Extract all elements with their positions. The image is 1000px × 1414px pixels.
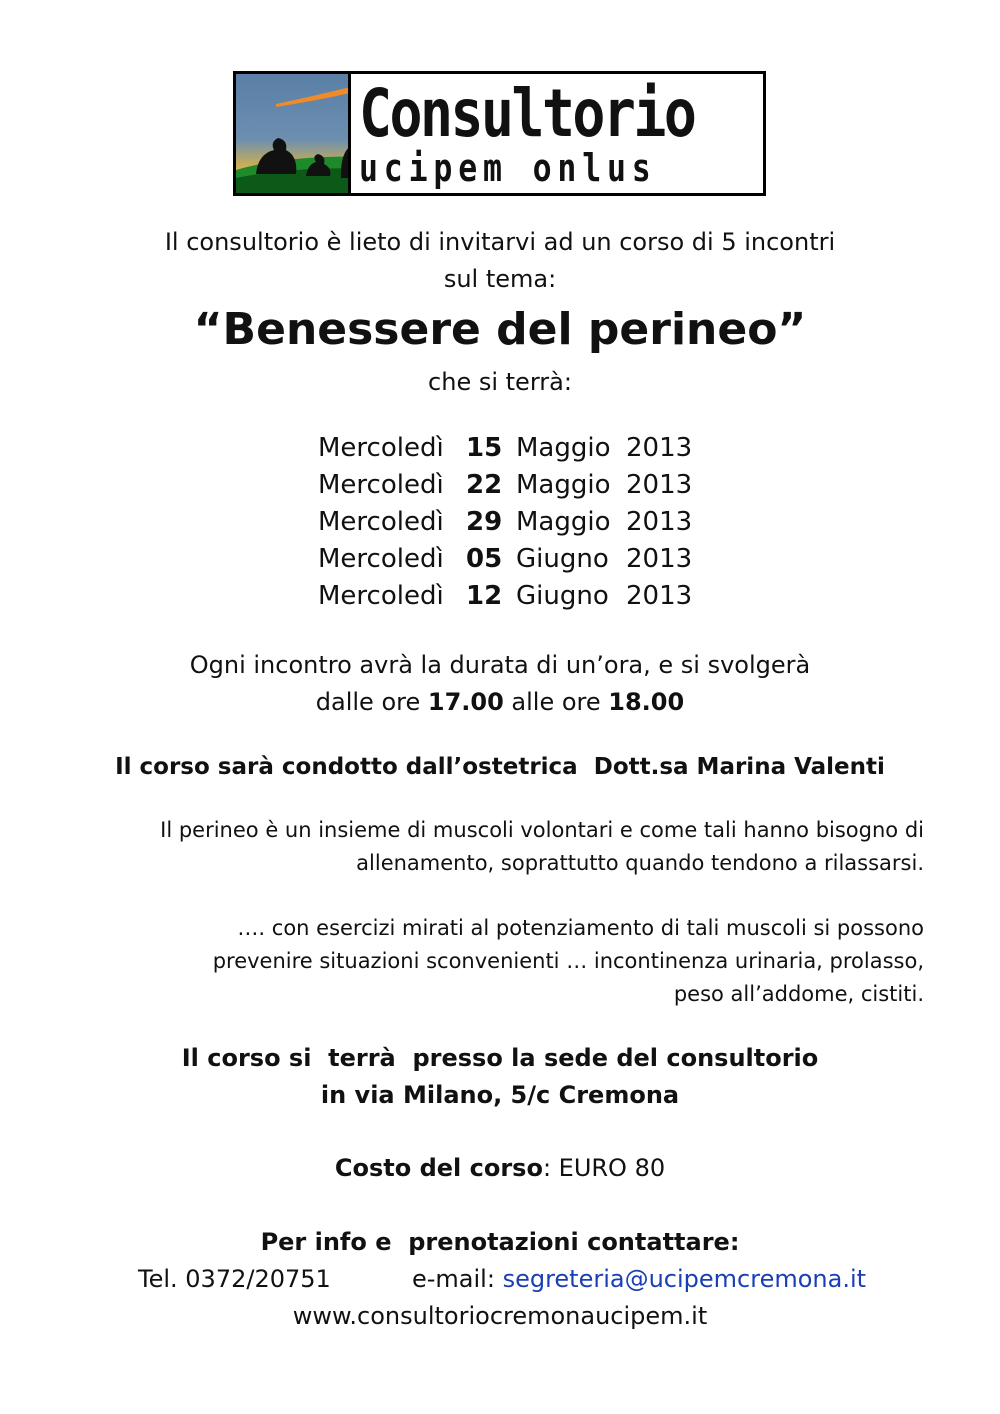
contact-email-row	[412, 1261, 866, 1298]
dates-list	[318, 430, 692, 615]
date-number: 05	[466, 544, 503, 574]
date-day: Mercoledì	[318, 544, 444, 574]
intro-line-1: Il consultorio è lieto di invitarvi ad un corso di 5 incontri	[164, 228, 836, 256]
date-number: 12	[466, 581, 503, 611]
intro-line-2: sul tema:	[443, 265, 557, 293]
held-on-label: che si terrà:	[428, 368, 572, 396]
date-month: Maggio	[516, 470, 611, 500]
date-year: 2013	[626, 581, 693, 611]
date-row	[318, 541, 692, 578]
logo-subtitle: ucipem onlus	[358, 145, 657, 190]
location-line-1: Il corso si terrà presso la sede del consultorio	[181, 1044, 819, 1072]
date-month: Giugno	[516, 544, 609, 574]
date-number: 15	[466, 433, 503, 463]
website-link[interactable]: www.consultoriocremonaucipem.it	[292, 1302, 708, 1330]
date-row	[318, 467, 692, 504]
cost	[0, 1150, 1000, 1187]
duration-line-1: Ogni incontro avrà la durata di un’ora, e si svolgerà	[189, 651, 811, 679]
logo-title: Consultorio	[358, 74, 695, 152]
conductor: Il corso sarà condotto dall’ostetrica Dott.sa Marina Valenti	[115, 754, 885, 780]
logo-text	[351, 74, 763, 193]
cost-label: Costo del corso	[334, 1154, 543, 1182]
description-line: Il perineo è un insieme di muscoli volontari e come tali hanno bisogno di	[160, 818, 924, 842]
date-day: Mercoledì	[318, 581, 444, 611]
description-paragraph-1	[104, 814, 924, 880]
description-line: allenamento, soprattutto quando tendono a rilassarsi.	[356, 851, 924, 875]
contact-tel: Tel. 0372/20751	[138, 1265, 331, 1293]
date-row	[318, 430, 692, 467]
date-year: 2013	[626, 544, 693, 574]
date-year: 2013	[626, 433, 693, 463]
date-month: Giugno	[516, 581, 609, 611]
to-label: alle ore	[503, 688, 609, 716]
to-time: 18.00	[608, 688, 685, 716]
description-line: prevenire situazioni sconvenienti … incontinenza urinaria, prolasso,	[212, 949, 924, 973]
date-number: 22	[466, 470, 503, 500]
email-link[interactable]: segreteria@ucipemcremona.it	[502, 1265, 867, 1293]
date-month: Maggio	[516, 433, 611, 463]
from-time: 17.00	[427, 688, 504, 716]
from-label: dalle ore	[315, 688, 428, 716]
location-line-2: in via Milano, 5/c Cremona	[320, 1081, 680, 1109]
date-day: Mercoledì	[318, 433, 444, 463]
duration-line-2	[0, 684, 1000, 721]
date-day: Mercoledì	[318, 507, 444, 537]
description-line: peso all’addome, cistiti.	[673, 982, 924, 1006]
logo	[233, 71, 766, 196]
date-row	[318, 578, 692, 615]
email-label: e-mail:	[412, 1265, 503, 1293]
date-number: 29	[466, 507, 503, 537]
description-paragraph-2	[104, 912, 924, 1011]
logo-family-sunset-image	[236, 74, 351, 193]
description-line: …. con esercizi mirati al potenziamento di tali muscoli si possono	[237, 916, 924, 940]
course-title: “Benessere del perineo”	[193, 304, 807, 355]
date-row	[318, 504, 692, 541]
date-month: Maggio	[516, 507, 611, 537]
date-year: 2013	[626, 470, 693, 500]
contact-heading: Per info e prenotazioni contattare:	[260, 1228, 740, 1256]
cost-value: : EURO 80	[542, 1154, 666, 1182]
date-day: Mercoledì	[318, 470, 444, 500]
date-year: 2013	[626, 507, 693, 537]
